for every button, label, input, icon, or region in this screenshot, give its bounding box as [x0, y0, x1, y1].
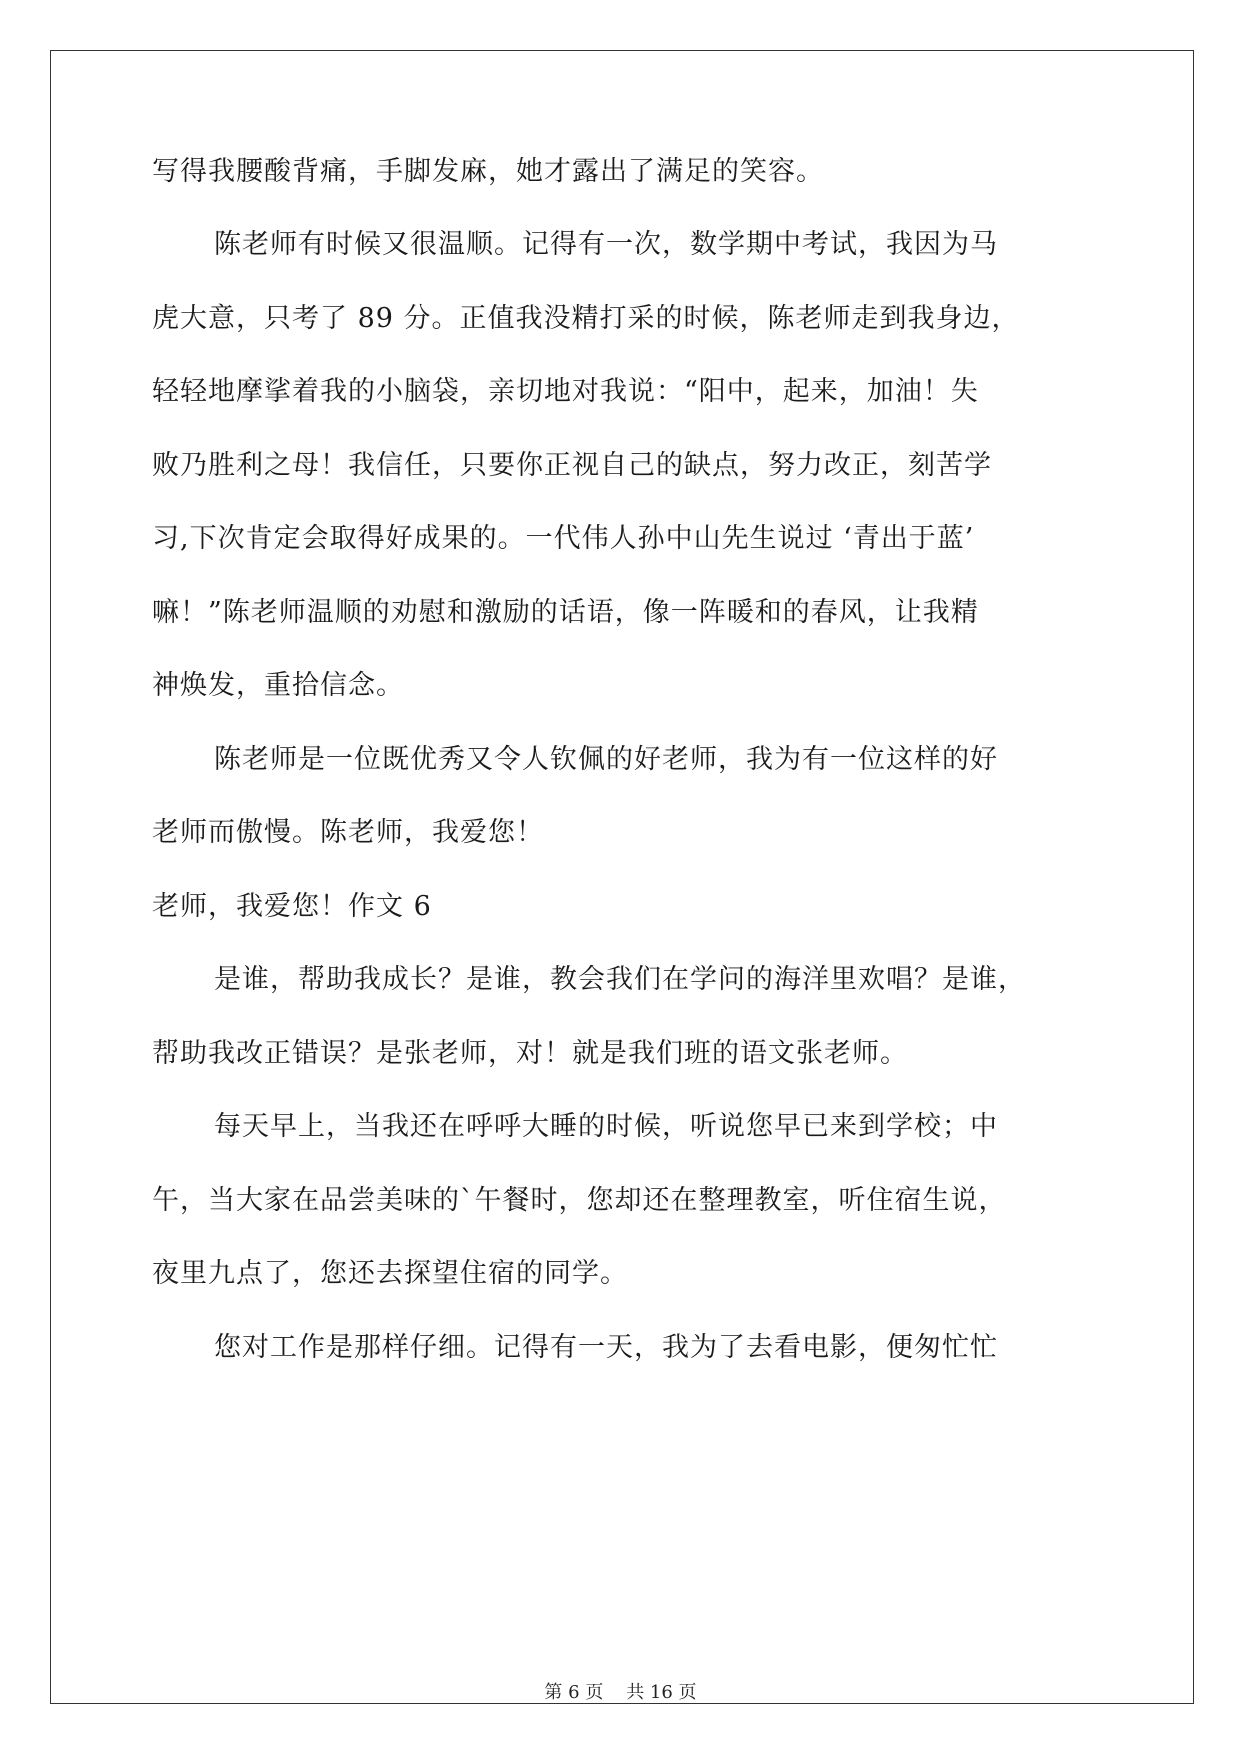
paragraph-first-line: 是谁，帮助我成长？是谁，教会我们在学问的海洋里欢唱？是谁， [214, 964, 1026, 995]
paragraph-first-line: 每天早上，当我还在呼呼大睡的时候，听说您早已来到学校；中 [214, 1111, 998, 1142]
text-line: 习,下次肯定会取得好成果的。一代伟人孙中山先生说过 ‘青出于蓝’ [152, 523, 975, 554]
text-line: 虎大意，只考了 89 分。正值我没精打采的时候，陈老师走到我身边， [152, 303, 1020, 334]
text-line: 帮助我改正错误？是张老师，对！就是我们班的语文张老师。 [152, 1038, 908, 1069]
text-line: 神焕发，重拾信念。 [152, 670, 404, 701]
text-line: 轻轻地摩挲着我的小脑袋，亲切地对我说：“阳中，起来，加油！失 [152, 376, 979, 407]
page-number-label: 第 6 页 共 16 页 [544, 1682, 697, 1703]
page-number-footer [0, 1682, 1241, 1704]
paragraph-first-line: 您对工作是那样仔细。记得有一天，我为了去看电影，便匆忙忙 [214, 1332, 998, 1363]
paragraph-first-line: 陈老师有时候又很温顺。记得有一次，数学期中考试，我因为马 [214, 229, 998, 260]
page-border [50, 50, 1194, 1704]
text-line: 老师而傲慢。陈老师，我爱您！ [152, 817, 544, 848]
section-heading: 老师，我爱您！作文 6 [152, 891, 432, 922]
text-line: 写得我腰酸背痛，手脚发麻，她才露出了满足的笑容。 [152, 156, 824, 187]
text-line: 嘛！”陈老师温顺的劝慰和激励的话语，像一阵暖和的春风，让我精 [152, 597, 979, 628]
text-line: 午，当大家在品尝美味的`午餐时，您却还在整理教室，听住宿生说， [152, 1185, 1007, 1216]
paragraph-first-line: 陈老师是一位既优秀又令人钦佩的好老师，我为有一位这样的好 [214, 744, 998, 775]
text-line: 夜里九点了，您还去探望住宿的同学。 [152, 1258, 628, 1289]
text-line: 败乃胜利之母！我信任，只要你正视自己的缺点，努力改正，刻苦学 [152, 450, 992, 481]
